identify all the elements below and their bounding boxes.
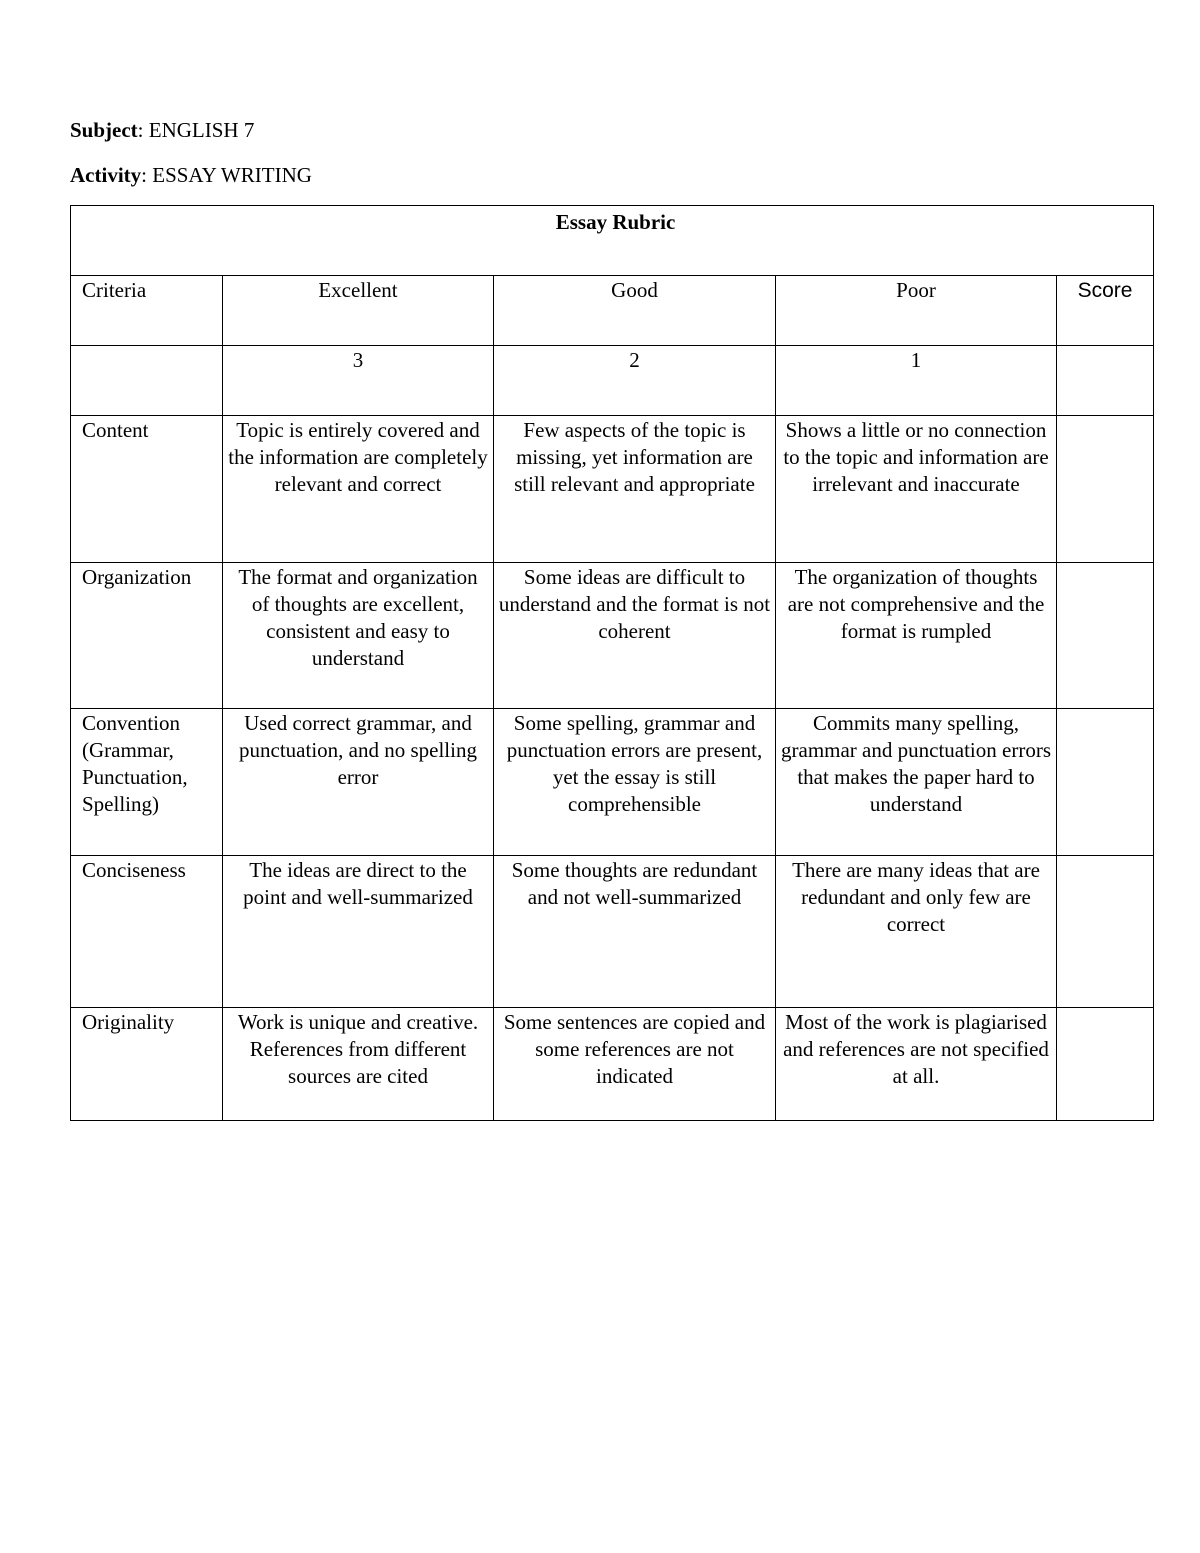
rubric-row-originality xyxy=(71,1008,1154,1121)
activity-label: Activity xyxy=(70,163,142,187)
score-cell[interactable] xyxy=(1057,1008,1154,1121)
score-cell[interactable] xyxy=(1057,709,1154,856)
good-cell: Some ideas are difficult to understand and the format is not coherent xyxy=(494,563,776,709)
excellent-cell: Topic is entirely covered and the information are completely relevant and correct xyxy=(223,416,494,563)
points-score-cell xyxy=(1057,346,1154,416)
poor-cell: Shows a little or no connection to the topic and information are irrelevant and inaccurate xyxy=(776,416,1057,563)
column-header-poor: Poor xyxy=(776,276,1057,346)
rubric-row-convention xyxy=(71,709,1154,856)
excellent-cell: Used correct grammar, and punctuation, and no spelling error xyxy=(223,709,494,856)
criteria-cell: Conciseness xyxy=(71,856,223,1008)
column-header-excellent: Excellent xyxy=(223,276,494,346)
rubric-title-row xyxy=(71,206,1154,276)
rubric-header-row xyxy=(71,276,1154,346)
column-header-good: Good xyxy=(494,276,776,346)
good-cell: Some sentences are copied and some references are not indicated xyxy=(494,1008,776,1121)
score-cell[interactable] xyxy=(1057,856,1154,1008)
essay-rubric-table xyxy=(70,205,1154,1121)
good-cell: Few aspects of the topic is missing, yet information are still relevant and appropriate xyxy=(494,416,776,563)
poor-cell: The organization of thoughts are not comprehensive and the format is rumpled xyxy=(776,563,1057,709)
poor-cell: There are many ideas that are redundant and only few are correct xyxy=(776,856,1057,1008)
excellent-cell: Work is unique and creative. References from different sources are cited xyxy=(223,1008,494,1121)
column-header-criteria: Criteria xyxy=(71,276,223,346)
criteria-cell: Content xyxy=(71,416,223,563)
subject-line xyxy=(70,118,254,142)
rubric-row-organization xyxy=(71,563,1154,709)
rubric-row-content xyxy=(71,416,1154,563)
points-criteria-cell xyxy=(71,346,223,416)
poor-cell: Most of the work is plagiarised and references are not specified at all. xyxy=(776,1008,1057,1121)
score-cell[interactable] xyxy=(1057,563,1154,709)
activity-value: : ESSAY WRITING xyxy=(141,163,312,187)
good-cell: Some spelling, grammar and punctuation errors are present, yet the essay is still comprehensible xyxy=(494,709,776,856)
criteria-cell: Organization xyxy=(71,563,223,709)
poor-cell: Commits many spelling, grammar and punctuation errors that makes the paper hard to understand xyxy=(776,709,1057,856)
points-poor: 1 xyxy=(776,346,1057,416)
rubric-title: Essay Rubric xyxy=(71,206,1154,276)
score-cell[interactable] xyxy=(1057,416,1154,563)
good-cell: Some thoughts are redundant and not well-summarized xyxy=(494,856,776,1008)
points-good: 2 xyxy=(494,346,776,416)
criteria-cell: Originality xyxy=(71,1008,223,1121)
column-header-score: Score xyxy=(1057,276,1154,346)
subject-label: Subject xyxy=(70,118,138,142)
subject-value: : ENGLISH 7 xyxy=(137,118,255,142)
rubric-points-row xyxy=(71,346,1154,416)
rubric-row-conciseness xyxy=(71,856,1154,1008)
excellent-cell: The ideas are direct to the point and well-summarized xyxy=(223,856,494,1008)
criteria-cell: Convention (Grammar, Punctuation, Spelling) xyxy=(71,709,223,856)
activity-line xyxy=(70,163,312,187)
points-excellent: 3 xyxy=(223,346,494,416)
excellent-cell: The format and organization of thoughts are excellent, consistent and easy to understand xyxy=(223,563,494,709)
